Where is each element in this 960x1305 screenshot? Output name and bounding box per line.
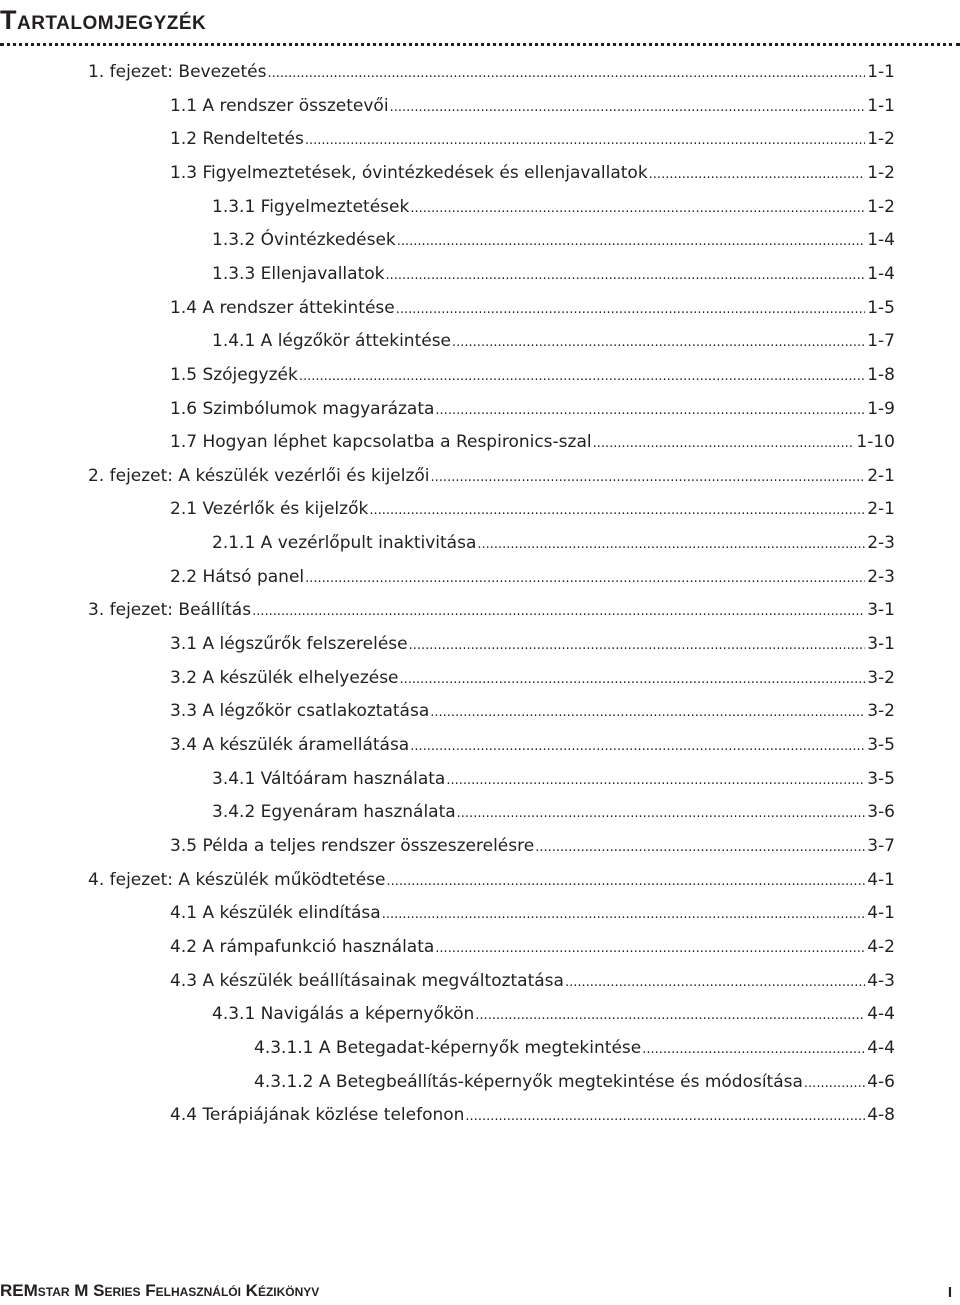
toc-entry[interactable] — [170, 897, 895, 929]
toc-dot-leader — [396, 292, 865, 326]
toc-dot-leader — [252, 594, 865, 628]
toc-entry[interactable] — [170, 965, 895, 997]
toc-dot-leader — [409, 628, 866, 662]
toc-entry-page: 1-2 — [867, 196, 895, 217]
toc-entry-page: 1-5 — [867, 297, 895, 318]
toc-entry[interactable] — [212, 527, 895, 559]
toc-dot-leader — [390, 90, 866, 124]
toc-entry-page: 1-8 — [867, 364, 895, 385]
toc-dot-leader — [397, 224, 865, 258]
toc-dot-leader — [410, 191, 865, 225]
toc-entry[interactable] — [212, 998, 895, 1030]
toc-entry-page: 3-1 — [867, 634, 895, 655]
toc-entry-page: 3-6 — [867, 802, 895, 823]
toc-entry-title: 3.5 Példa a teljes rendszer összeszerelésre — [170, 835, 535, 856]
toc-entry-title: 1.2 Rendeltetés — [170, 129, 304, 150]
toc-entry-page: 2-3 — [867, 533, 895, 554]
toc-dot-leader — [457, 796, 866, 830]
page-footer — [0, 1277, 960, 1303]
toc-entry-title: 1.3.3 Ellenjavallatok — [212, 263, 385, 284]
toc-entry-title: 3.4.1 Váltóáram használata — [212, 768, 446, 789]
toc-entry-title: 1.5 Szójegyzék — [170, 364, 298, 385]
toc-entry-page: 3-5 — [867, 768, 895, 789]
toc-entry-title: 4.3 A készülék beállításainak megváltoztatása — [170, 970, 564, 991]
toc-dot-leader — [382, 897, 866, 931]
toc-dot-leader — [410, 729, 865, 763]
toc-entry-page: 1-2 — [867, 129, 895, 150]
toc-dot-leader — [267, 56, 865, 90]
toc-entry-page: 3-2 — [867, 701, 895, 722]
toc-entry-title: 1.6 Szimbólumok magyarázata — [170, 398, 435, 419]
toc-entry-title: 3.4 A készülék áramellátása — [170, 735, 410, 755]
toc-entry-title: 1.3.1 Figyelmeztetések — [212, 196, 410, 217]
toc-entry-page: 3-2 — [867, 667, 895, 688]
toc-dot-leader — [435, 393, 865, 427]
toc-entry-page: 1-7 — [867, 331, 895, 352]
toc-entry-title: 4.1 A készülék elindítása — [170, 903, 381, 924]
toc-entry-title: 4.3.1 Navigálás a képernyőkön — [212, 1004, 475, 1025]
toc-entry-page: 3-1 — [867, 600, 895, 621]
toc-entry-title: 1.4.1 A légzőkör áttekintése — [212, 331, 452, 352]
toc-entry[interactable] — [170, 729, 895, 761]
toc-entry[interactable] — [212, 325, 895, 357]
toc-entry-page: 4-8 — [867, 1105, 895, 1126]
toc-entry[interactable] — [170, 393, 895, 425]
toc-entry-title: 3. fejezet: Beállítás — [88, 600, 252, 621]
toc-dot-leader — [431, 460, 866, 494]
toc-entry-page: 1-2 — [867, 162, 895, 183]
toc-dot-leader — [804, 1066, 865, 1100]
toc-entry-page: 4-4 — [867, 1004, 895, 1025]
toc-entry-page: 4-1 — [867, 903, 895, 924]
toc-dot-leader — [446, 763, 865, 797]
toc-entry-page: 2-3 — [867, 566, 895, 587]
toc-dot-leader — [593, 426, 855, 460]
toc-entry-page: 1-10 — [856, 432, 895, 453]
toc-entry[interactable] — [88, 594, 895, 626]
toc-entry[interactable] — [170, 493, 895, 525]
toc-entry[interactable] — [170, 561, 895, 593]
toc-entry[interactable] — [170, 695, 895, 727]
toc-dot-leader — [386, 864, 865, 898]
toc-entry-title: 1.4 A rendszer áttekintése — [170, 297, 395, 318]
toc-entry[interactable] — [170, 662, 895, 694]
toc-dot-leader — [435, 931, 865, 965]
toc-entry-title: 4. fejezet: A készülék működtetése — [88, 869, 386, 890]
toc-dot-leader — [565, 965, 865, 999]
toc-entry[interactable] — [170, 359, 895, 391]
toc-entry[interactable] — [254, 1066, 895, 1098]
toc-dot-leader — [400, 662, 866, 696]
toc-entry[interactable] — [88, 864, 895, 896]
toc-entry-title: 3.1 A légszűrők felszerelése — [170, 634, 408, 655]
toc-entry-page: 4-4 — [867, 1037, 895, 1058]
toc-entry[interactable] — [88, 460, 895, 492]
toc-dot-leader — [369, 493, 865, 527]
toc-dot-leader — [305, 561, 865, 595]
toc-entry-page: 2-1 — [867, 499, 895, 520]
toc-entry-page: 4-6 — [867, 1071, 895, 1092]
toc-dot-leader — [452, 325, 865, 359]
toc-entry[interactable] — [212, 796, 895, 828]
toc-entry-page: 4-2 — [867, 936, 895, 957]
toc-entry-page: 4-1 — [867, 869, 895, 890]
toc-entry-title: 4.3.1.2 A Betegbeállítás-képernyők megtekintése és módosítása — [254, 1071, 803, 1092]
footer-page-number: i — [947, 1277, 952, 1302]
toc-entry[interactable] — [170, 931, 895, 963]
toc-entry-title: 3.2 A készülék elhelyezése — [170, 667, 399, 688]
toc-dot-leader — [649, 157, 866, 191]
toc-entry-page: 3-7 — [867, 835, 895, 856]
toc-dot-leader — [535, 830, 865, 864]
toc-dot-leader — [477, 527, 865, 561]
toc-entry-title: 4.2 A rámpafunkció használata — [170, 936, 435, 957]
toc-entry[interactable] — [170, 426, 895, 458]
toc-entry-title: 2.1.1 A vezérlőpult inaktivitása — [212, 533, 477, 554]
toc-entry-title: 3.4.2 Egyenáram használata — [212, 802, 456, 823]
toc-entry[interactable] — [170, 628, 895, 660]
toc-dot-leader — [475, 998, 865, 1032]
toc-entry[interactable] — [212, 258, 895, 290]
toc-entry[interactable] — [170, 292, 895, 324]
toc-entry-page: 1-9 — [867, 398, 895, 419]
toc-entry-title: 1.7 Hogyan léphet kapcsolatba a Respironics-szal — [170, 432, 592, 453]
title-dotted-divider — [0, 43, 960, 46]
toc-entry-page: 4-3 — [867, 970, 895, 991]
toc-entry[interactable] — [170, 1099, 895, 1131]
toc-entry-title: 3.3 A légzőkör csatlakoztatása — [170, 701, 430, 722]
page-title: Tartalomjegyzék — [0, 5, 207, 35]
toc-entry[interactable] — [170, 830, 895, 862]
toc-entry-page: 1-1 — [867, 62, 895, 82]
toc-entry-title: 1. fejezet: Bevezetés — [88, 62, 267, 82]
toc-entry-title: 1.3 Figyelmeztetések, óvintézkedések és ellenjavallatok — [170, 162, 648, 183]
toc-dot-leader — [465, 1099, 865, 1133]
toc-entry[interactable] — [170, 123, 895, 155]
toc-dot-leader — [305, 123, 865, 157]
toc-entry[interactable] — [212, 191, 895, 223]
toc-entry[interactable] — [170, 157, 895, 189]
toc-entry-title: 1.1 A rendszer összetevői — [170, 95, 389, 116]
footer-manual-title: REMstar M Series Felhasználói Kézikönyv — [0, 1281, 320, 1300]
toc-dot-leader — [430, 695, 865, 729]
toc-dot-leader — [642, 1032, 865, 1066]
toc-entry-page: 1-4 — [867, 263, 895, 284]
toc-entry[interactable] — [212, 763, 895, 795]
toc-entry-title: 2.1 Vezérlők és kijelzők — [170, 499, 369, 520]
toc-entry-title: 4.4 Terápiájának közlése telefonon — [170, 1105, 465, 1126]
toc-entry-page: 1-1 — [867, 95, 895, 116]
toc-entry-title: 1.3.2 Óvintézkedések — [212, 230, 396, 251]
toc-entry[interactable] — [212, 224, 895, 256]
toc-entry[interactable] — [254, 1032, 895, 1064]
toc-entry-page: 3-5 — [867, 735, 895, 755]
toc-entry[interactable] — [88, 56, 895, 88]
toc-dot-leader — [299, 359, 865, 393]
toc-entry-title: 2. fejezet: A készülék vezérlői és kijelzői — [88, 465, 430, 486]
toc-entry-page: 2-1 — [867, 465, 895, 486]
toc-entry-title: 4.3.1.1 A Betegadat-képernyők megtekintése — [254, 1037, 642, 1058]
toc-entry-page: 1-4 — [867, 230, 895, 251]
toc-entry-title: 2.2 Hátsó panel — [170, 566, 305, 587]
toc-dot-leader — [385, 258, 865, 292]
toc-entry[interactable] — [170, 90, 895, 122]
